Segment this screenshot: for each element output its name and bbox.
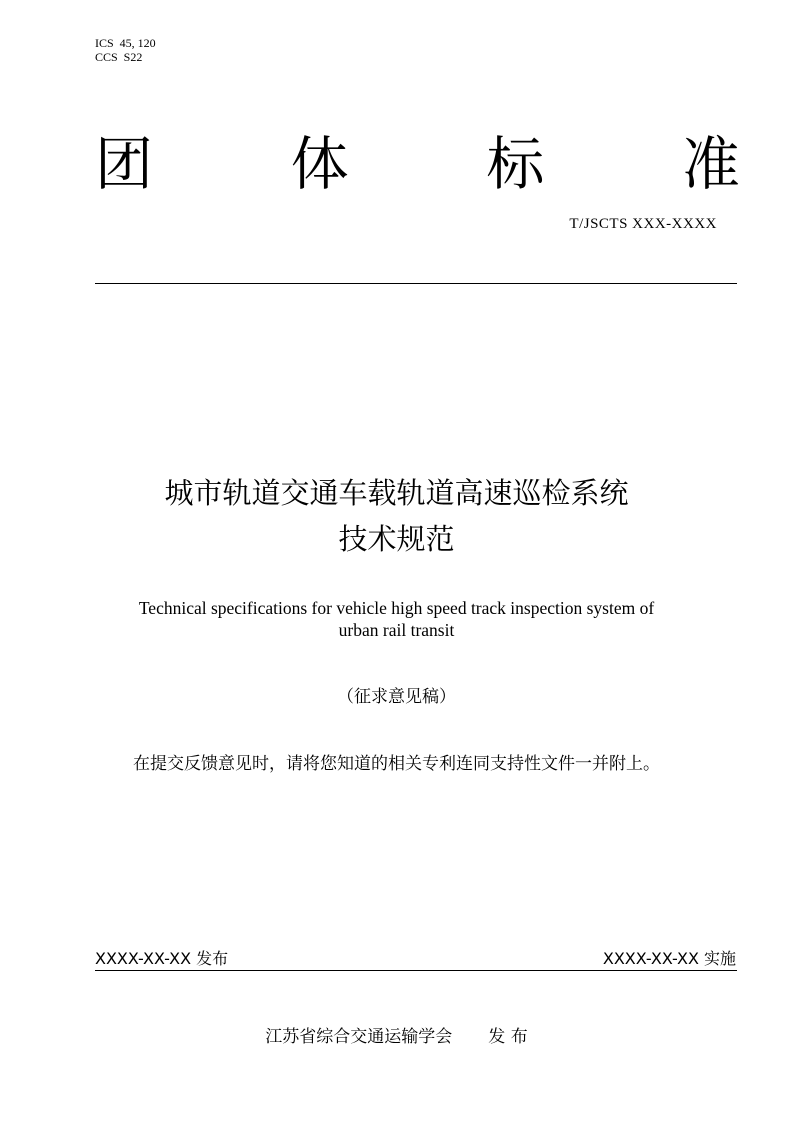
heading-char-1: 团 <box>95 130 154 198</box>
classification-codes <box>95 36 156 64</box>
publisher-line <box>0 1022 793 1047</box>
ics-code: ICS 45, 120 <box>95 36 156 50</box>
english-title-line-2: urban rail transit <box>338 620 455 640</box>
chinese-title-line-2: 技术规范 <box>338 522 455 556</box>
group-standard-heading <box>95 128 740 200</box>
publisher-action: 发 布 <box>488 1027 528 1047</box>
chinese-title-line-1: 城市轨道交通车载轨道高速巡检系统 <box>164 476 629 510</box>
chinese-title <box>0 470 793 562</box>
publish-date: XXXX-XX-XX 发布 <box>95 949 229 968</box>
english-title <box>60 597 733 641</box>
patent-notice: 在提交反馈意见时，请将您知道的相关专利连同支持性文件一并附上。 <box>133 754 660 774</box>
ccs-code: CCS S22 <box>95 50 143 64</box>
english-title-line-1: Technical specifications for vehicle high speed track inspection system of <box>138 598 655 618</box>
top-divider <box>95 283 737 284</box>
heading-char-2: 体 <box>290 130 349 198</box>
standard-number: T/JSCTS XXX-XXXX <box>569 216 717 232</box>
heading-char-4: 准 <box>681 130 740 198</box>
bottom-divider <box>95 970 737 971</box>
draft-label: （征求意见稿） <box>337 687 456 707</box>
publisher-org: 江苏省综合交通运输学会 <box>265 1027 453 1047</box>
implement-date: XXXX-XX-XX 实施 <box>602 949 736 968</box>
heading-char-3: 标 <box>486 130 545 198</box>
